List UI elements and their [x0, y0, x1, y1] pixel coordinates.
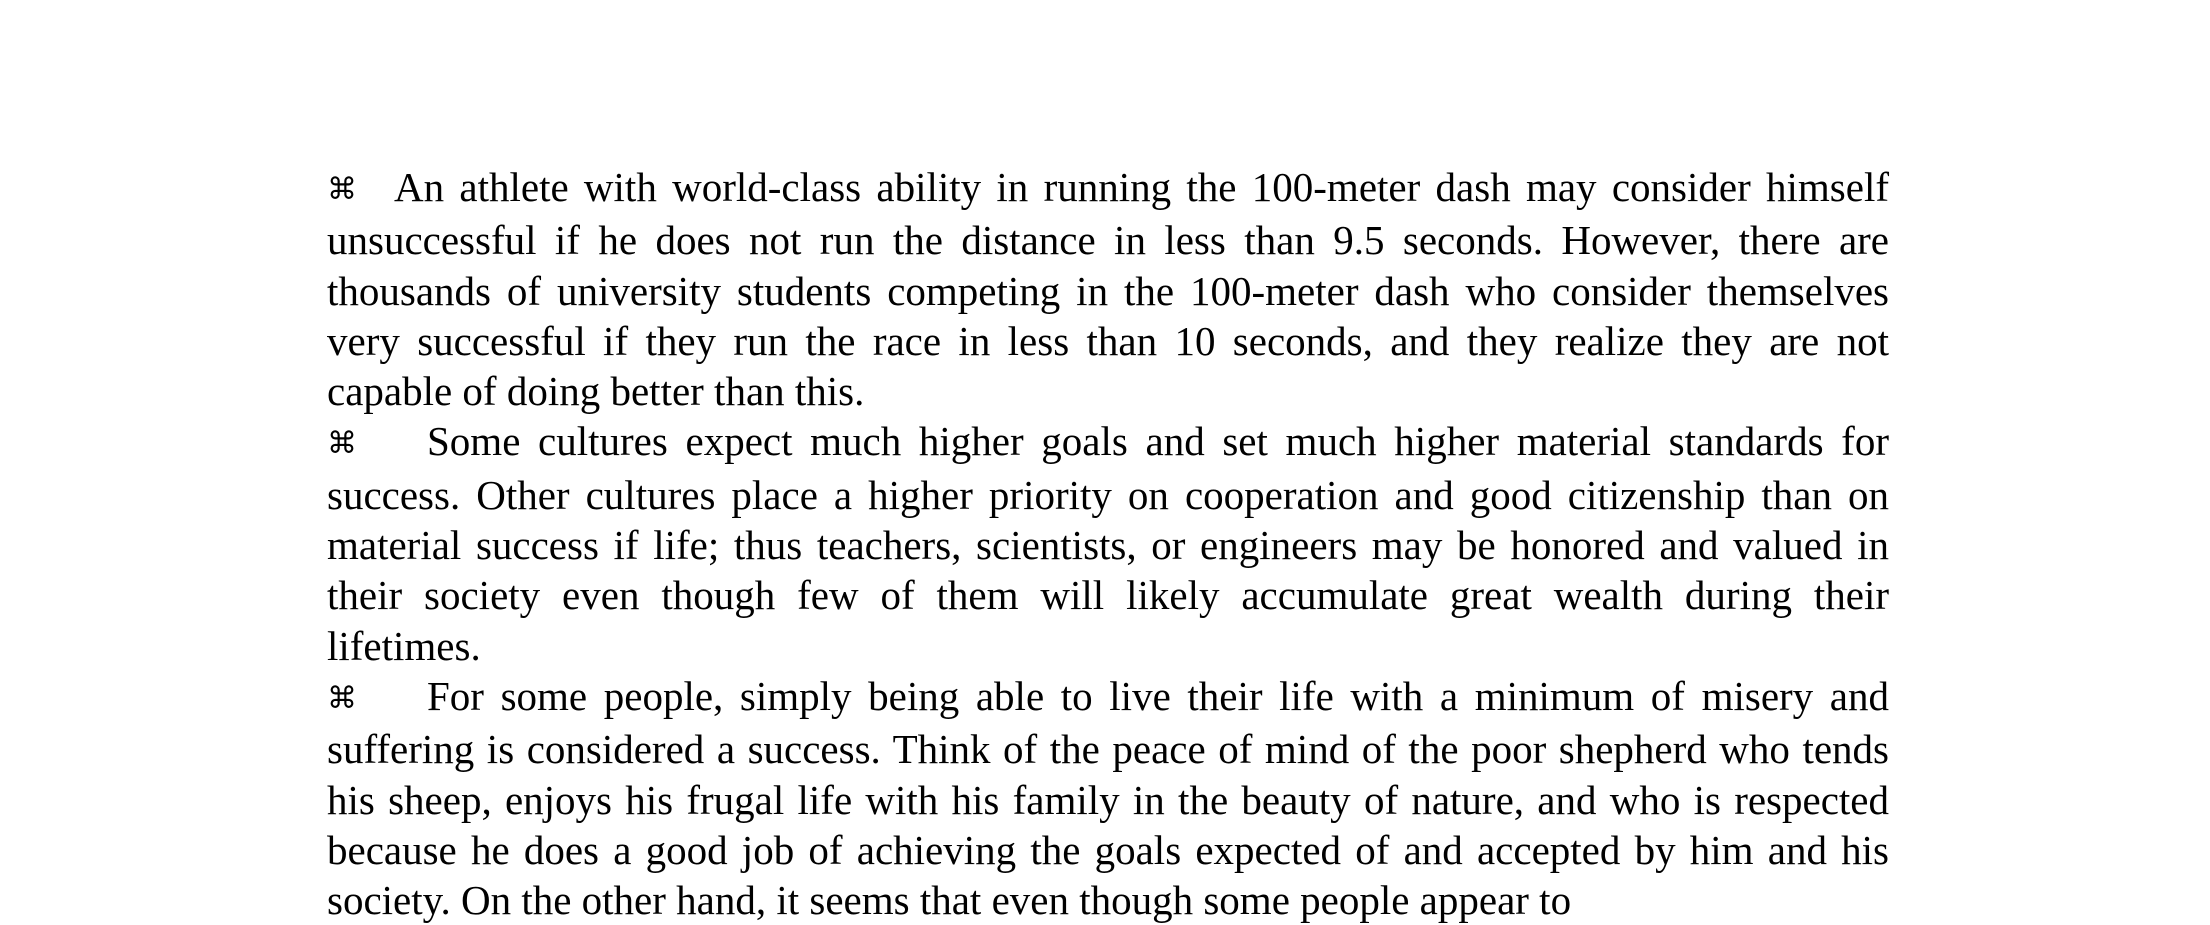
- command-symbol-icon: ⌘: [327, 680, 357, 716]
- document-body: [327, 162, 1889, 925]
- bullet-paragraph-1: [327, 162, 1889, 416]
- command-symbol-icon: ⌘: [327, 426, 357, 462]
- command-symbol-icon: ⌘: [327, 172, 357, 207]
- paragraph-text: For some people, simply being able to live their life with a minimum of misery and suffering is considered a success. Think of the peace of mind of the poor shepherd who tends his sheep, enjoys his frugal life with his family in the beauty of nature, and who is respected because he does a good job of achieving the goals expected of and accepted by him and his society. On the other hand, it seems that even though some people appear to: [327, 672, 1889, 924]
- paragraph-text: An athlete with world-class ability in running the 100-meter dash may consider himself unsuccessful if he does not run the distance in less than 9.5 seconds. However, there are thousands of university students competing in the 100-meter dash who consider themselves very successful if they run the race in less than 10 seconds, and they realize they are not capable of doing better than this.: [327, 164, 1889, 415]
- bullet-paragraph-2: [327, 416, 1889, 670]
- bullet-paragraph-3: [327, 671, 1889, 925]
- paragraph-text: Some cultures expect much higher goals and set much higher material standards for success. Other cultures place a higher priority on cooperation and good citizenship than on material success if life; thus teachers, scientists, or engineers may be honored and valued in their society even though few of them will likely accumulate great wealth during their lifetimes.: [327, 418, 1889, 669]
